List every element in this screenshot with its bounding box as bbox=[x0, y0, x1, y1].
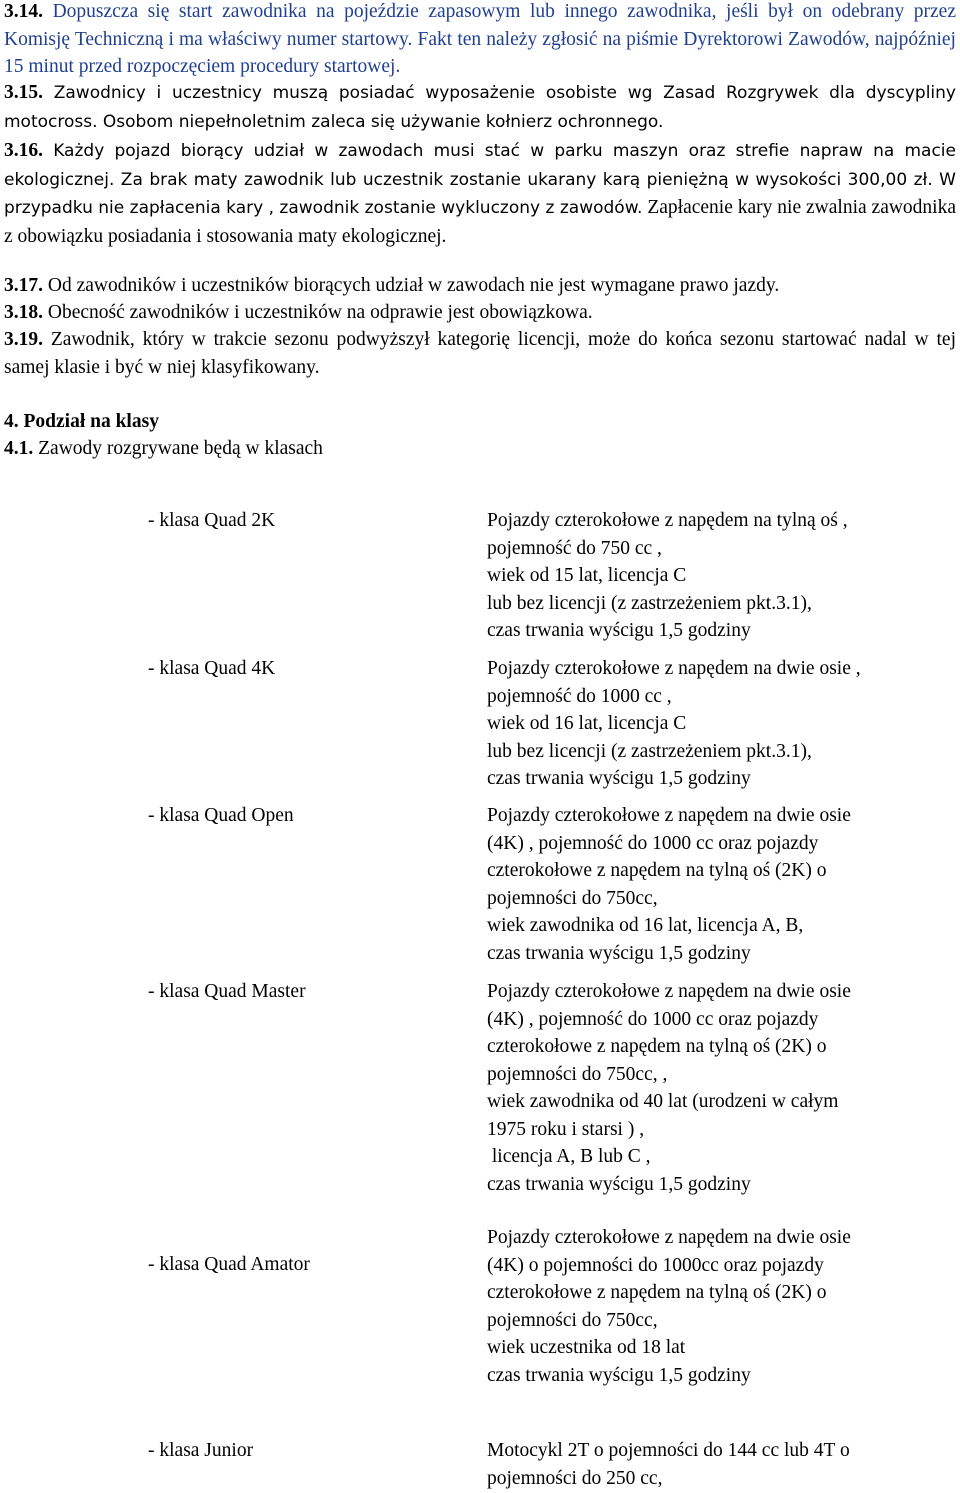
class-description bbox=[487, 1224, 957, 1389]
class-name: - klasa Quad 4K bbox=[148, 658, 276, 679]
description-line: Pojazdy czterokołowe z napędem na tylną oś , bbox=[487, 510, 848, 531]
description-line: wiek od 15 lat, licencja C bbox=[487, 565, 687, 586]
class-description bbox=[487, 507, 957, 645]
class-name: - klasa Quad Open bbox=[148, 805, 294, 826]
paragraph-3-18 bbox=[4, 299, 956, 327]
paragraph-text: Dopuszcza się start zawodnika na pojeździe zapasowym lub innego zawodnika, jeśli był on odebrany przez Komisję Techniczną i ma właściwy numer startowy. bbox=[4, 1, 956, 50]
section-heading bbox=[4, 408, 159, 436]
subsection-line bbox=[4, 435, 323, 463]
description-line: wiek zawodnika od 16 lat, licencja A, B, bbox=[487, 915, 804, 936]
paragraph-3-19 bbox=[4, 326, 956, 381]
description-line: pojemności do 250 cc, bbox=[487, 1467, 663, 1489]
paragraph-3-17 bbox=[4, 272, 956, 300]
subsection-number: 4.1. bbox=[4, 438, 34, 459]
description-line: wiek zawodnika od 40 lat (urodzeni w całym bbox=[487, 1091, 839, 1112]
class-name: - klasa Junior bbox=[148, 1440, 254, 1461]
description-line: czas trwania wyścigu 1,5 godziny bbox=[487, 768, 751, 789]
description-line: pojemności do 750cc, , bbox=[487, 1063, 668, 1085]
paragraph-number: 3.17. bbox=[4, 275, 43, 296]
paragraph-number: 3.14. bbox=[4, 1, 43, 22]
class-name: - klasa Quad 2K bbox=[148, 510, 276, 531]
class-name: - klasa Quad Master bbox=[148, 981, 306, 1002]
description-line: czterokołowe z napędem na tylną oś (2K) o bbox=[487, 1036, 827, 1057]
description-line: pojemność do 750 cc , bbox=[487, 537, 662, 559]
description-line: czterokołowe z napędem na tylną oś (2K) o bbox=[487, 860, 827, 881]
paragraph-number: 3.15. bbox=[4, 82, 43, 103]
description-line: czas trwania wyścigu 1,5 godziny bbox=[487, 1173, 751, 1195]
paragraph-text: Zapłacenie kary nie zwalnia zawodnika z obowiązku posiadania i stosowania maty ekologicznej. bbox=[4, 197, 957, 247]
description-line: lub bez licencji (z zastrzeżeniem pkt.3.1), bbox=[487, 592, 812, 614]
description-line: lub bez licencji (z zastrzeżeniem pkt.3.1), bbox=[487, 740, 812, 762]
paragraph-number: 3.18. bbox=[4, 302, 43, 323]
paragraph-text: Zawodnik, który w trakcie sezonu podwyższył kategorię licencji, może do końca sezonu startować nadal w tej samej klasie i być w niej klasyfikowany. bbox=[4, 329, 956, 378]
description-line: 1975 roku i starsi ) , bbox=[487, 1118, 645, 1140]
description-line: pojemności do 750cc, bbox=[487, 887, 658, 909]
description-line: wiek uczestnika od 18 lat bbox=[487, 1337, 686, 1358]
description-line: (4K) , pojemność do 1000 cc oraz pojazdy bbox=[487, 1008, 819, 1030]
description-line: Pojazdy czterokołowe z napędem na dwie osie bbox=[487, 805, 851, 826]
paragraph-text: Zawodnicy i uczestnicy muszą posiadać wyposażenie osobiste wg Zasad Rozgrywek dla dyscypliny motocross. bbox=[4, 83, 956, 132]
class-description bbox=[487, 655, 957, 793]
subsection-text: Zawody rozgrywane będą w klasach bbox=[33, 438, 323, 459]
description-line: Pojazdy czterokołowe z napędem na dwie osie bbox=[487, 981, 851, 1002]
description-line: (4K) , pojemność do 1000 cc oraz pojazdy bbox=[487, 832, 819, 854]
paragraph-text: Fakt ten należy zgłosić na piśmie Dyrektorowi Zawodów, najpóźniej 15 minut przed rozpoczęciem procedury startowej. bbox=[4, 28, 956, 77]
description-line: licencja A, B lub C , bbox=[487, 1146, 651, 1167]
paragraph-text: Osobom niepełnoletnim zaleca się używanie kołnierz ochronnego. bbox=[97, 111, 664, 132]
paragraph-text: Od zawodników i uczestników biorących udział w zawodach nie jest wymagane prawo jazdy. bbox=[43, 275, 780, 296]
description-line: (4K) o pojemności do 1000cc oraz pojazdy bbox=[487, 1254, 824, 1276]
description-line: pojemność do 1000 cc , bbox=[487, 685, 672, 707]
paragraph-text: Obecność zawodników i uczestników na odprawie jest obowiązkowa. bbox=[43, 302, 593, 323]
description-line: czas trwania wyścigu 1,5 godziny bbox=[487, 1364, 751, 1386]
description-line: Pojazdy czterokołowe z napędem na dwie osie , bbox=[487, 658, 861, 679]
description-line: czterokołowe z napędem na tylną oś (2K) o bbox=[487, 1282, 827, 1303]
class-description bbox=[487, 1437, 957, 1492]
paragraph-3-16 bbox=[4, 137, 956, 250]
paragraph-number: 3.16. bbox=[4, 140, 43, 161]
class-description bbox=[487, 978, 957, 1198]
paragraph-number: 3.19. bbox=[4, 329, 43, 350]
description-line: czas trwania wyścigu 1,5 godziny bbox=[487, 620, 751, 641]
description-line: Pojazdy czterokołowe z napędem na dwie osie bbox=[487, 1227, 851, 1248]
paragraph-3-14 bbox=[4, 0, 956, 81]
description-line: wiek od 16 lat, licencja C bbox=[487, 713, 687, 734]
paragraph-text: Każdy pojazd biorący udział w zawodach musi stać w parku maszyn oraz strefie napraw na macie ekologicznej. Za brak maty zawodnik lub uczestnik zostanie ukarany karą pieniężną w wysokości 300,00 zł. W przypadku nie zapłacenia kary , zawodnik zostanie wykluczony z zawodów. bbox=[4, 141, 956, 218]
class-description bbox=[487, 802, 957, 967]
section-title: 4. Podział na klasy bbox=[4, 411, 159, 432]
description-line: pojemności do 750cc, bbox=[487, 1309, 658, 1331]
class-name: - klasa Quad Amator bbox=[148, 1254, 310, 1275]
description-line: Motocykl 2T o pojemności do 144 cc lub 4T o bbox=[487, 1440, 850, 1461]
paragraph-3-15 bbox=[4, 79, 956, 136]
description-line: czas trwania wyścigu 1,5 godziny bbox=[487, 942, 751, 964]
